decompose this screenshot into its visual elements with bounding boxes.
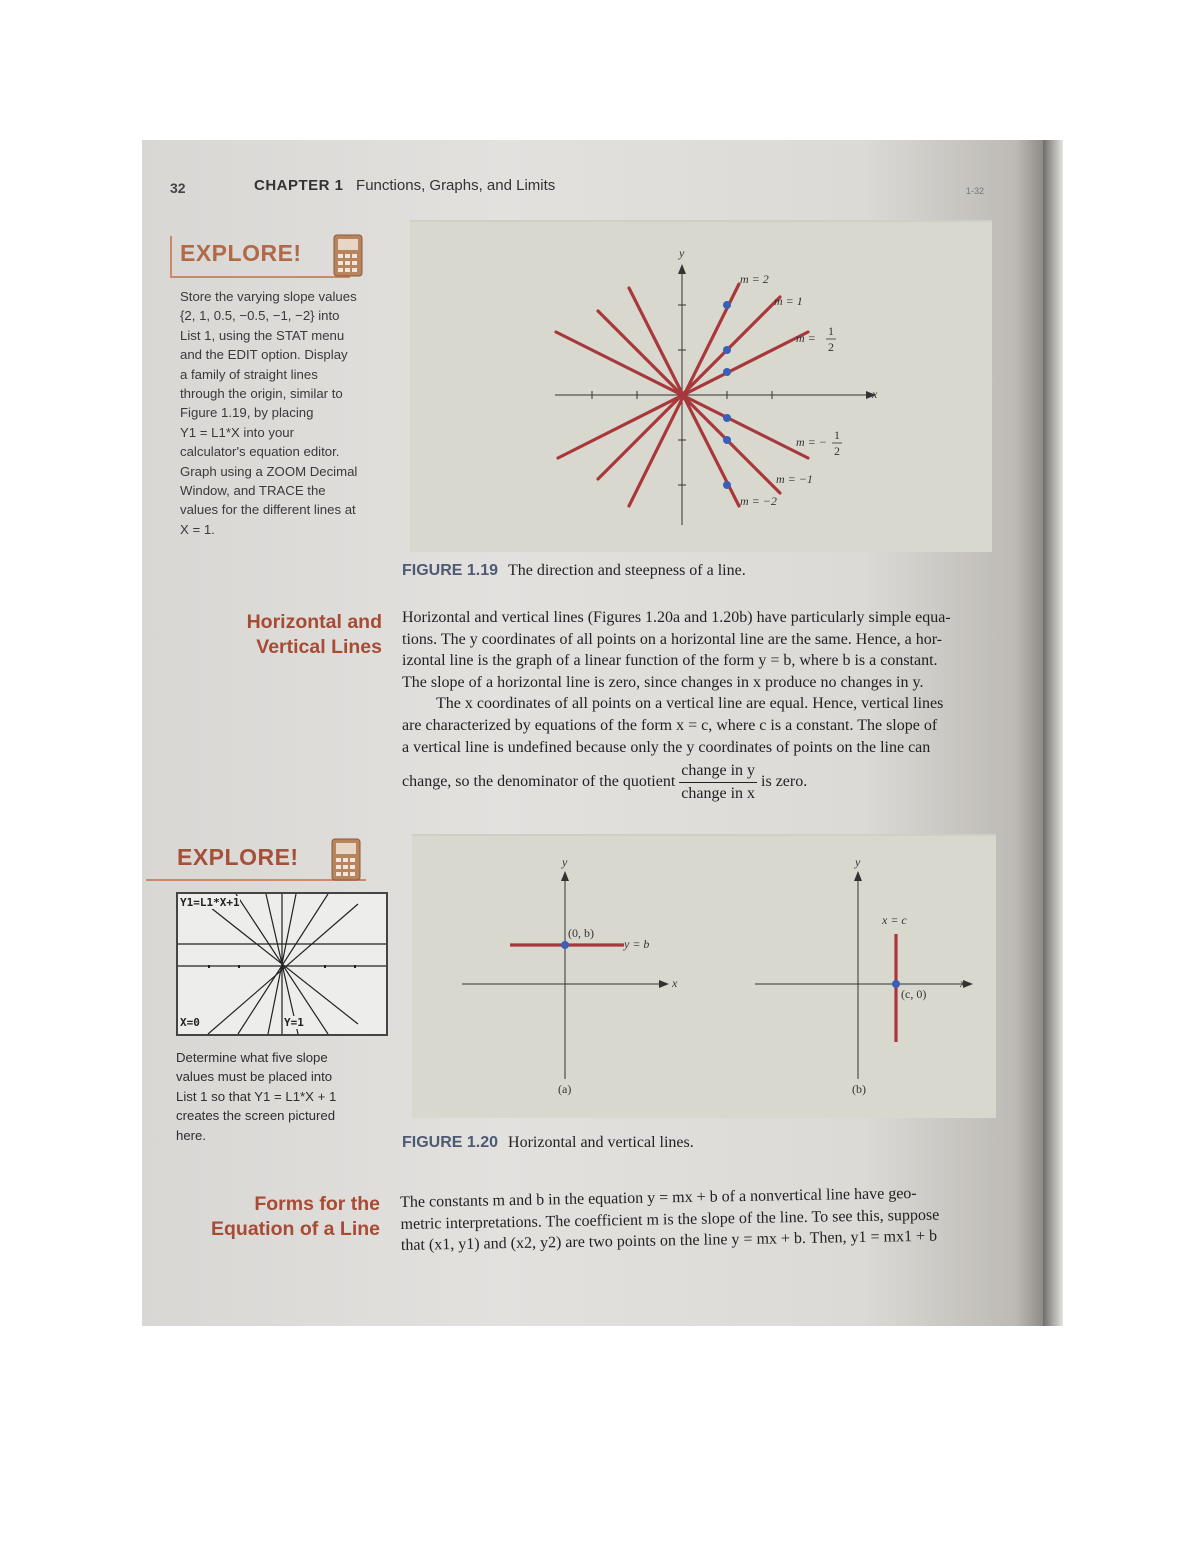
- screen-y-readout: Y=1: [284, 1016, 304, 1029]
- slope-label-m2: m = 2: [740, 272, 769, 286]
- figure-1-19-number: FIGURE 1.19: [402, 562, 499, 579]
- fig20b-sub-label: (b): [852, 1082, 866, 1096]
- explore-heading-2: EXPLORE!: [177, 844, 299, 870]
- explore1-line: List 1, using the STAT menu: [180, 327, 345, 343]
- explore2-line: here.: [176, 1127, 207, 1143]
- body-line: The slope of a horizontal line is zero, since changes in x produce no changes in y.: [402, 673, 924, 691]
- screen-equation: Y1=L1*X+1: [180, 896, 240, 909]
- body-line: a vertical line is undefined because only the y coordinates of points on the line can: [402, 738, 931, 756]
- explore1-line: Graph using a ZOOM Decimal: [180, 463, 358, 479]
- heading-line: Vertical Lines: [256, 636, 382, 658]
- fig20a-y-label: y: [562, 855, 568, 869]
- body-line-with-fraction: [402, 760, 1012, 804]
- fig19-y-label: y: [679, 246, 685, 260]
- calculator-screen-graph: [178, 894, 386, 1034]
- fig20b-x-label: x: [960, 976, 966, 990]
- calculator-screen: [176, 892, 388, 1036]
- screen-x-readout: X=0: [180, 1016, 200, 1029]
- slope-label-m1: m = 1: [774, 294, 803, 308]
- slope-label-neg-half-num: 1: [834, 428, 840, 442]
- fig20b-line-label: x = c: [882, 913, 907, 927]
- fraction-denominator: change in x: [681, 784, 756, 802]
- explore1-line: X = 1.: [180, 521, 215, 537]
- section-heading-forms: [160, 1192, 380, 1242]
- chapter-title: Functions, Graphs, and Limits: [356, 177, 556, 194]
- slope-label-neg-half: m = −: [796, 435, 827, 449]
- body-line: Horizontal and vertical lines (Figures 1.20a and 1.20b) have particularly simple equa-: [402, 609, 951, 626]
- section1-body: [402, 607, 1012, 804]
- explore1-line: Figure 1.19, by placing: [180, 405, 314, 421]
- explore1-line: {2, 1, 0.5, −0.5, −1, −2} into: [180, 308, 340, 324]
- slope-label-neg1: m = −1: [776, 472, 813, 486]
- explore1-line: calculator's equation editor.: [180, 444, 340, 460]
- explore1-line: Store the varying slope values: [180, 289, 357, 304]
- body-line: are characterized by equations of the form x = c, where c is a constant. The slope of: [402, 716, 938, 734]
- figure-1-19-text: The direction and steepness of a line.: [508, 562, 746, 579]
- fig20b-y-label: y: [855, 855, 861, 869]
- body-line: tions. The y coordinates of all points on a horizontal line are the same. Hence, a hor-: [402, 630, 943, 648]
- figure-1-20-text: Horizontal and vertical lines.: [508, 1134, 694, 1151]
- figure-1-19-caption: [402, 562, 746, 580]
- body-line: that (x1, y1) and (x2, y2) are two points on the line y = mx + b. Then, y1 = mx1 + b: [400, 1227, 938, 1255]
- figure-1-20-caption: [402, 1134, 694, 1152]
- explore1-line: values for the different lines at: [180, 502, 356, 518]
- body-line: izontal line is the graph of a linear function of the form y = b, where b is a constant.: [402, 652, 938, 670]
- explore2-line: creates the screen pictured: [176, 1108, 336, 1124]
- fig20a-point-label: (0, b): [568, 926, 594, 940]
- body-line: The x coordinates of all points on a vertical line are equal. Hence, vertical lines: [436, 695, 944, 713]
- slope-label-half-den: 2: [828, 340, 834, 354]
- page-edge-shadow: [1043, 140, 1063, 1326]
- explore-text-1: [180, 287, 390, 539]
- figure-1-19-graph: [410, 220, 992, 550]
- corner-tab: 1-32: [966, 186, 985, 196]
- slope-label-half: m =: [796, 331, 816, 345]
- explore2-line: values must be placed into: [176, 1069, 333, 1085]
- fraction-numerator: change in y: [679, 760, 757, 783]
- body-line: The constants m and b in the equation y = mx + b of a nonvertical line have geo-: [400, 1184, 917, 1211]
- figure-1-20-graph: [412, 834, 996, 1116]
- body-text: is zero.: [761, 772, 808, 790]
- page-number: 32: [170, 180, 186, 196]
- slope-label-neg-half-den: 2: [834, 444, 840, 458]
- explore2-line: Determine what five slope: [176, 1050, 328, 1065]
- running-header: [254, 177, 555, 194]
- section2-body: [400, 1181, 1013, 1256]
- explore1-line: a family of straight lines: [180, 366, 318, 382]
- slope-label-neg2: m = −2: [740, 494, 777, 508]
- heading-line: Equation of a Line: [211, 1218, 380, 1240]
- body-text: change, so the denominator of the quotient: [402, 772, 676, 790]
- fig20a-sub-label: (a): [558, 1082, 572, 1096]
- explore-heading-1: EXPLORE!: [180, 240, 302, 266]
- explore1-line: Window, and TRACE the: [180, 483, 326, 499]
- explore-text-2: [176, 1048, 386, 1145]
- explore1-line: through the origin, similar to: [180, 386, 343, 402]
- heading-line: Forms for the: [254, 1193, 380, 1215]
- slope-label-half-num: 1: [828, 324, 834, 338]
- fig20a-x-label: x: [672, 976, 678, 990]
- calculator-icon: [330, 838, 364, 882]
- body-line: metric interpretations. The coefficient m is the slope of the line. To see this, suppose: [400, 1206, 940, 1233]
- explore-side-rule-1: [170, 236, 172, 276]
- section-heading-horizontal-vertical: [200, 610, 382, 660]
- explore1-line: Y1 = L1*X into your: [180, 424, 294, 440]
- fig19-x-label: x: [872, 387, 878, 401]
- chapter-label: CHAPTER 1: [254, 177, 344, 194]
- calculator-icon: [332, 234, 366, 278]
- quotient-fraction: [679, 760, 757, 804]
- explore2-line: List 1 so that Y1 = L1*X + 1: [176, 1088, 337, 1104]
- fig20a-line-label: y = b: [624, 937, 650, 951]
- heading-line: Horizontal and: [246, 611, 382, 633]
- explore1-line: and the EDIT option. Display: [180, 347, 348, 363]
- fig20b-point-label: (c, 0): [901, 987, 927, 1001]
- explore-rule-1: [170, 276, 350, 278]
- figure-1-20-number: FIGURE 1.20: [402, 1134, 499, 1151]
